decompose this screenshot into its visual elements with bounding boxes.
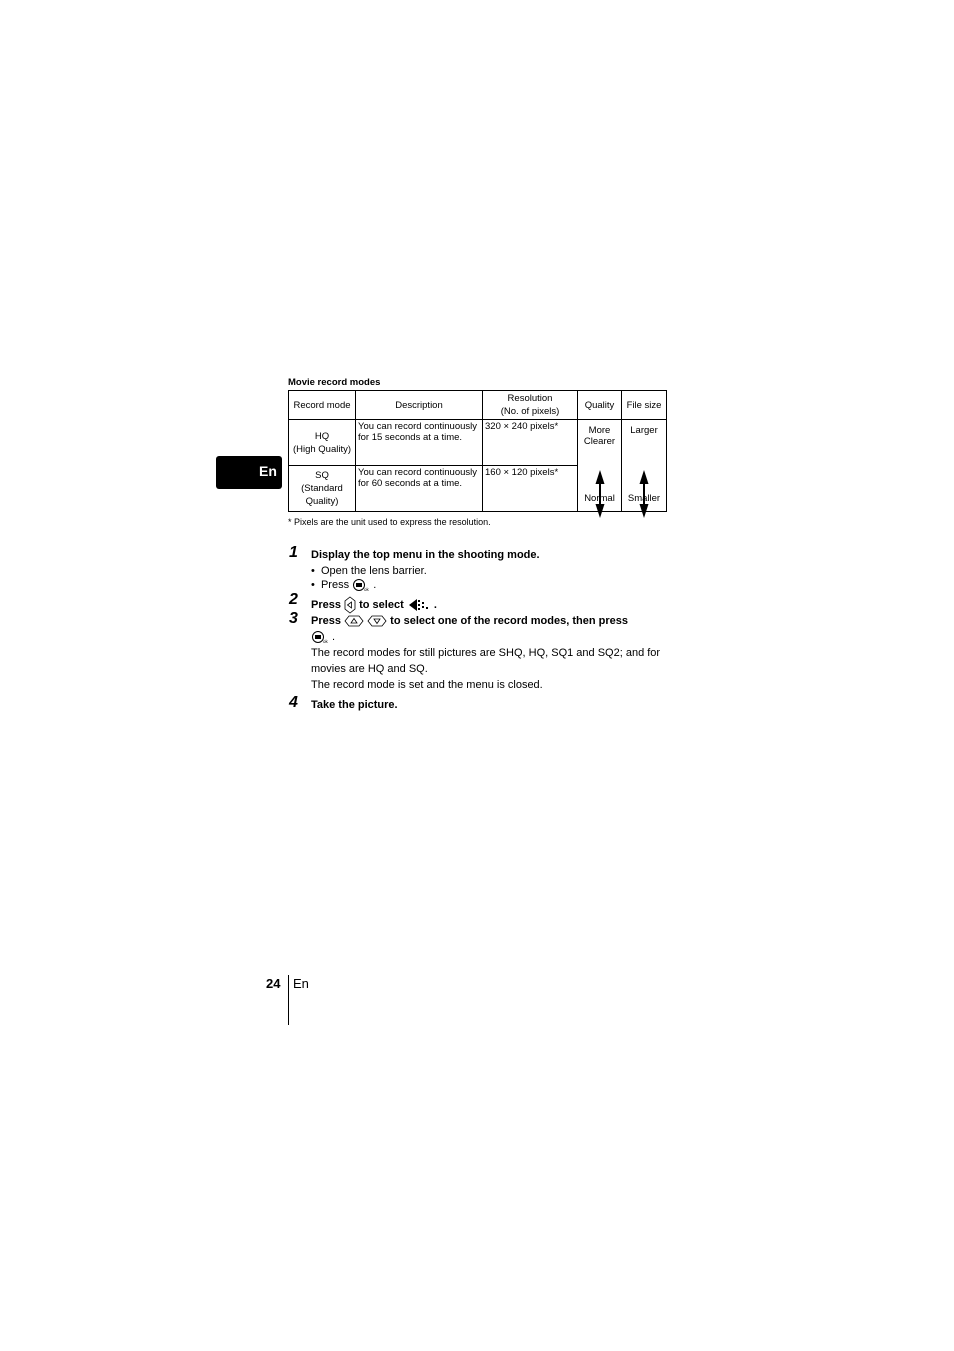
file-size-cell	[622, 420, 667, 512]
bullet-text: Open the lens barrier.	[320, 565, 427, 577]
bullet-item: • Open the lens barrier.	[311, 565, 427, 577]
table-header-row	[289, 391, 667, 420]
step-number: 3	[289, 610, 298, 627]
table-title: Movie record modes	[288, 377, 381, 388]
step-text-before: Press	[311, 598, 341, 611]
resolution-cell: 160 × 120 pixels*	[483, 466, 578, 512]
file-size-top: Larger	[630, 425, 658, 436]
page-divider	[288, 975, 289, 1025]
header-resolution-line1: Resolution	[507, 393, 553, 404]
mode-name: SQ	[315, 470, 329, 481]
mode-subtitle: (High Quality)	[292, 443, 352, 455]
bullet-text: Press	[320, 578, 350, 591]
step-text-before: Press	[311, 615, 341, 627]
header-quality: Quality	[578, 391, 622, 420]
page-number: 24	[266, 976, 281, 991]
mode-subtitle: (Standard	[301, 483, 343, 494]
mode-subtitle-2: Quality)	[305, 496, 339, 507]
header-resolution	[483, 391, 578, 420]
body-line: The record modes for still pictures are SHQ, HQ, SQ1 and SQ2; and for	[311, 647, 661, 659]
ok-menu-button-icon	[311, 630, 329, 644]
table-row	[289, 420, 667, 466]
quality-top-line1: More	[588, 425, 611, 436]
header-description: Description	[356, 391, 483, 420]
step-number: 2	[289, 591, 298, 608]
record-mode-icon	[407, 598, 431, 612]
description-line1: You can record continuously	[358, 421, 478, 432]
step-text: Take the picture.	[311, 699, 398, 711]
movie-record-modes-table	[288, 390, 667, 512]
body-line: The record mode is set and the menu is closed.	[311, 679, 543, 691]
body-line: movies are HQ and SQ.	[311, 663, 428, 675]
header-resolution-line2: (No. of pixels)	[500, 406, 560, 417]
step-number: 1	[289, 544, 298, 561]
header-file-size: File size	[622, 391, 667, 420]
description-cell	[356, 420, 483, 466]
quality-cell	[578, 420, 622, 512]
mode-name: HQ	[314, 430, 330, 442]
quality-top	[578, 425, 621, 447]
step-3-body	[311, 645, 671, 693]
step-text-middle: to select	[359, 598, 404, 611]
language-tab: En	[216, 456, 282, 489]
svg-text:ok: ok	[323, 639, 328, 644]
down-arrow-pad-icon	[367, 615, 387, 627]
step-text-after: .	[433, 598, 437, 611]
step-text-after: to select one of the record modes, then press	[390, 615, 628, 627]
file-size-bottom: Smaller	[627, 493, 661, 504]
bullet-item: • Press ok .	[311, 578, 377, 592]
svg-text:ok: ok	[364, 587, 369, 592]
ok-button-line: ok .	[311, 630, 335, 644]
description-cell	[356, 466, 483, 512]
mode-cell	[289, 466, 356, 512]
footnote: * Pixels are the unit used to express the resolution.	[288, 517, 491, 527]
up-arrow-pad-icon	[344, 615, 364, 627]
mode-cell	[289, 420, 356, 466]
header-record-mode: Record mode	[289, 391, 356, 420]
description-line2: for 15 seconds at a time.	[358, 432, 463, 443]
quality-bottom: Normal	[584, 493, 615, 504]
quality-top-line2: Clearer	[583, 436, 616, 447]
ok-menu-button-icon	[352, 578, 370, 592]
description-line1: You can record continuously	[358, 467, 478, 478]
left-arrow-pad-icon	[344, 596, 356, 614]
description-line2: for 60 seconds at a time.	[358, 478, 463, 489]
step-number: 4	[289, 694, 298, 711]
resolution-cell: 320 × 240 pixels*	[483, 420, 578, 466]
page-language: En	[293, 976, 309, 991]
step-text: Display the top menu in the shooting mode.	[311, 549, 540, 561]
